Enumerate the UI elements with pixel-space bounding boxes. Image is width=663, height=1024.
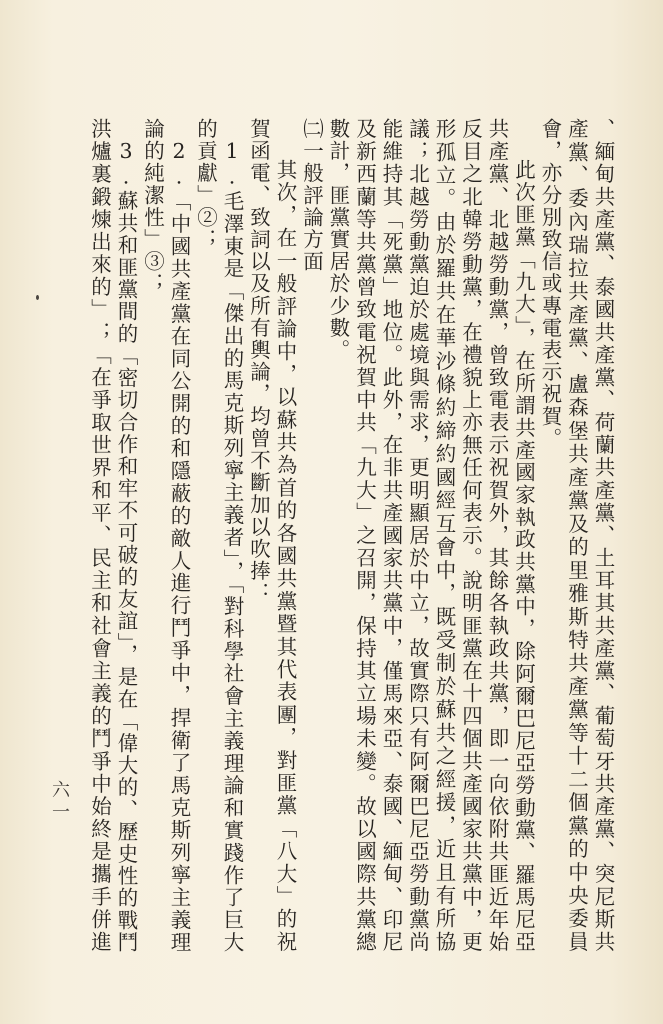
section-heading: ㈡一般評論方面 xyxy=(299,118,324,273)
print-speck xyxy=(36,295,39,300)
paragraph-ninth-congress: 此次匪黨「九大」，在所謂共產國家執政共黨中，除阿爾巴尼亞勞動黨、羅馬尼亞共產黨、北越勞動黨，曾致電表示祝賀外，其餘各執政共黨，即一向依附共匪近年始反目之北韓勞動黨，在禮貌上亦無任何表示。說明匪黨在十四個共產國家共黨中，更形孤立。由於羅共在華沙條約締約國經互會中，既受制於蘇共之經援，近且有所協議；北越勞動黨迫於處境與需求，更明顯居於中立，故實際只有阿爾巴尼亞勞動黨尚能維持其「死黨」地位。此外，在非共產國家共黨中，僅馬來亞、泰國、緬甸、印尼及新西蘭等共黨曾致電祝賀中共「九大」之召開，保持其立場未變。故以國際共黨總數計，匪黨實居於少數。 xyxy=(326,118,536,953)
vertical-text-body xyxy=(86,118,616,953)
list-item-1: 1.毛澤東是「傑出的馬克斯列寧主義者」，「對科學社會主義理論和實踐作了巨大的貢獻」②； xyxy=(193,118,244,953)
list-item-2: 2.「中國共產黨在同公開的和隱蔽的敵人進行鬥爭中，捍衛了馬克斯列寧主義理論的純潔性」③； xyxy=(140,118,191,953)
page-number: 六一 xyxy=(49,780,70,824)
paragraph-general-comments: 其次，在一般評論中，以蘇共為首的各國共黨暨其代表團，對匪黨「八大」的祝賀函電、致詞以及所有輿論，均曾不斷加以吹捧： xyxy=(246,118,297,953)
paragraph-continuation: 、緬甸共產黨、泰國共產黨、荷蘭共產黨、土耳其共產黨、葡萄牙共產黨、突尼斯共產黨、委內瑞拉共產黨、盧森堡共產黨及的里雅斯特共產黨等十二個黨的中央委員會，亦分別致信或專電表示祝賀。 xyxy=(538,118,615,953)
list-item-3: 3.蘇共和匪黨間的「密切合作和牢不可破的友誼」，是在「偉大的、歷史性的戰鬥洪爐裏鍛煉出來的」；「在爭取世界和平、民主和社會主義的鬥爭中始終是攜手併進 xyxy=(87,118,138,953)
